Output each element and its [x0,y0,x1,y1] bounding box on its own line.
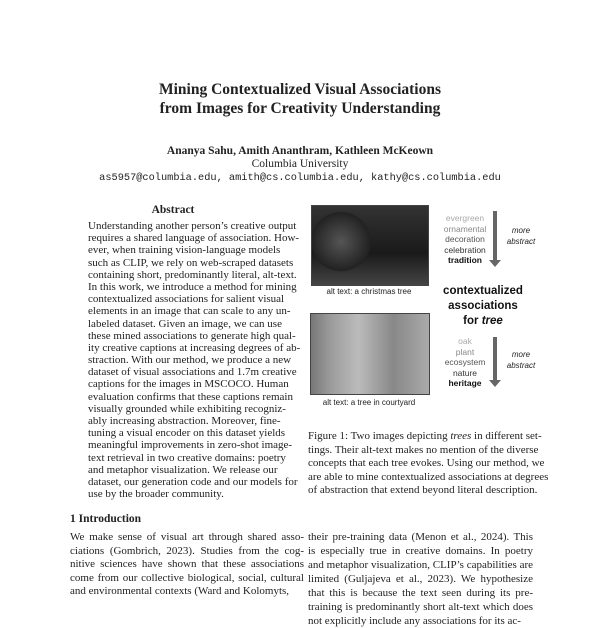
abstract-line: and metaphor visualization. We release our [88,463,278,476]
center-title [428,284,538,329]
association-word: ecosystem [444,357,486,367]
abstract-line: tuning a visual encoder on this dataset yields [88,427,286,440]
abstract-line: visually grounded while exhibiting recogniz- [88,402,286,415]
intro-line: come from our collective biological, social, cultural [70,571,304,584]
title-line: from Images for Creativity Understanding [159,100,441,117]
caption-line: of abstraction that extend beyond literal description. [308,484,538,497]
more-abstract-label [501,349,541,371]
introduction-section [70,513,304,599]
label-line: more [511,350,531,359]
abstract-line: text retrieval in two creative domains: poetry [88,451,286,464]
center-line: associations [448,300,518,312]
intro-line: ciations (Gombrich, 2023). Studies from the cog- [70,544,304,557]
caption-line: are able to mine contextualized associations at degrees [308,470,549,483]
body-line: that this is because the text seen during its pre- [308,587,533,599]
intro-line: nitive sciences have shown that these associations [70,558,304,571]
abstract-line: In this work, we introduce a method for mining [88,280,297,293]
intro-line: We make sense of visual art through shared asso- [70,531,304,543]
caption-line: tings. Their alt-text makes no mention of the diverse [308,443,539,456]
label-line: more [511,226,531,235]
association-word: decoration [445,234,485,244]
figure-1 [308,202,538,412]
association-word: plant [455,346,475,357]
more-abstract-label [501,225,541,247]
abstract-section [88,204,301,501]
abstract-line: such as CLIP, we rely on web-scraped datasets [88,256,294,269]
down-arrow-icon [493,211,497,261]
image-caption: alt text: a christmas tree [326,287,412,296]
body-line: not explicitly include any associations for its ac- [308,615,521,627]
figure-caption [308,430,549,498]
center-italic: tree [481,315,503,327]
label-line: abstract [506,361,536,370]
association-word: nature [452,367,478,378]
paper-title [0,80,600,118]
association-word: evergreen [445,213,485,223]
body-line: their pre-training data (Menon et al., 2024). This [308,531,533,543]
courtyard-tree-photo [310,313,430,395]
abstract-line: straction. With our method, we produce a new [88,354,292,367]
abstract-line: ably increasing abstraction. Moreover, fine- [88,415,281,427]
down-arrow-icon [493,337,497,381]
association-list-top [435,213,495,266]
association-word: heritage [448,378,482,388]
abstract-line: evaluation confirms that these captions remain [88,390,293,403]
abstract-line: dataset of visual associations and 1.7m creative [88,366,297,379]
emails: as5957@columbia.edu, amith@cs.columbia.edu, kathy@cs.columbia.edu [99,172,501,184]
abstract-heading: Abstract [151,204,195,216]
abstract-line: contextualized associations for salient visual [88,293,285,306]
abstract-line: labeled dataset. Given an image, we can use [88,317,282,330]
abstract-line: ever, when training vision-language models [88,244,281,257]
abstract-line: these mined associations to generate high qual- [88,329,296,342]
body-line: training is predominantly short alt-text which does [308,601,533,613]
authors: Ananya Sahu, Amith Ananthram, Kathleen McKeown [166,145,434,157]
title-line: Mining Contextualized Visual Associations [158,81,442,98]
body-line: is especially true in creative domains. In poetry [308,545,533,557]
center-line: contextualized [443,285,523,297]
caption-line: concepts that each tree evokes. Using our method, we [308,457,545,470]
abstract-line: requires a shared language of association. How- [88,232,300,245]
association-list-bottom [435,336,495,389]
association-word: oak [458,336,472,346]
abstract-line: containing short, predominantly literal, alt-text. [88,268,297,281]
abstract-line: dataset, our generation code and our models for [88,475,298,488]
association-word: ornamental [443,223,487,234]
abstract-line: captions for the images in MSCOCO. Human [88,378,289,391]
affiliation: Columbia University [251,158,349,170]
body-line: and metaphor visualization, CLIP’s capabilities are [308,559,533,571]
abstract-line: Understanding another person’s creative output [88,220,297,232]
christmas-tree-photo [311,205,429,286]
label-line: abstract [506,237,536,246]
association-word: celebration [444,244,486,255]
caption-line: Figure 1: Two images depicting trees in different set- [308,430,542,442]
body-line: limited (Guljajeva et al., 2023). We hypothesize [308,573,533,585]
right-column-text [308,530,533,628]
image-caption: alt text: a tree in courtyard [322,398,416,407]
intro-line: and environmental contexts (Ward and Kolomyts, [70,585,290,598]
abstract-line: elements in an image that can scale to any un- [88,305,291,318]
abstract-line: meaningful improvements in zero-shot image- [88,439,293,452]
association-word: tradition [448,255,482,265]
center-line: for [463,315,482,327]
section-heading: 1 Introduction [70,513,142,525]
abstract-line: use by the broader community. [88,488,224,501]
abstract-line: ity creative captions at increasing degrees of ab- [88,341,301,354]
